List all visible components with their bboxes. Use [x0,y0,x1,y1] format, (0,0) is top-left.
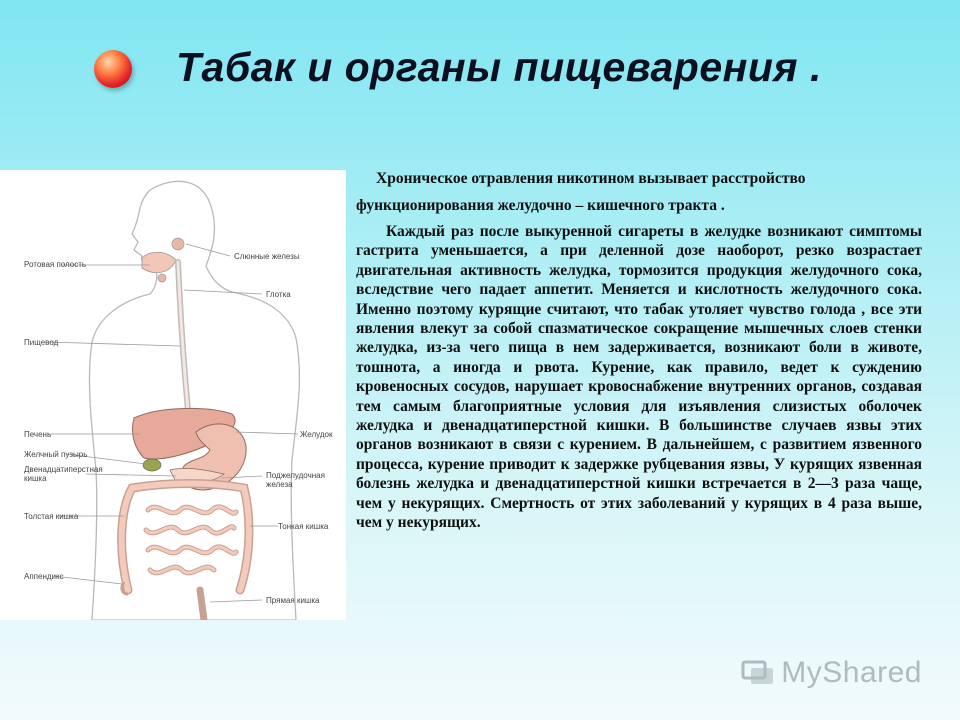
paragraph-details: Каждый раз после выкуренной сигареты в желудке возникают симптомы гастрита уменьшается, а при деленной дозе наоборот, резко возрастает двигательная активность желудка, тормозится продукция желудочного сока, вследствие чего падает аппетит. Меняется и кислотность желудочного сока. Именно поэтому курящие считают, что табак утоляет чувство голода , все эти явления влекут за собой спазматическое сокращение мышечных слоев стенки желудка, из-за чего пища в нем задерживается, возникают боли в животе, тошнота, а иногда и рвота. Курение, как правило, ведет к суждению кровеносных сосудов, нарушает кровоснабжение внутренних органов, создавая тем самым благоприятные условия для изъявления слизистых оболочек желудка и двенадцатиперстной кишки. В большинстве случаев язвы этих органов возникают в связи с курением. В дальнейшем, с развитием язвенного процесса, курение приводит к задержке рубцевания язвы, У курящих язвенная болезнь желудка и двенадцатиперстной кишки встречается в 2—3 раза чаще, чем у некурящих. Смертность от этих заболеваний у курящих в 4 раза выше, чем у некурящих. [356,223,922,532]
label-salivary-glands: Слюнные железы [234,252,300,261]
label-gallbladder: Желчный пузырь [24,450,88,459]
rectum [200,590,204,620]
salivary-gland-2 [158,274,166,282]
label-liver: Печень [24,430,52,439]
body-text [356,165,922,533]
label-mouth: Ротовая полость [24,260,87,269]
watermark-text: MyShared [781,656,922,689]
label-pharynx: Глотка [266,290,291,299]
digestive-system-figure [0,170,346,620]
label-duodenum-2: кишка [24,474,47,483]
label-colon: Толстая кишка [24,512,79,521]
label-stomach: Желудок [300,430,333,439]
slide-title: Табак и органы пищеварения . [176,44,822,90]
salivary-gland [172,238,184,250]
label-rectum: Прямая кишка [266,596,320,605]
label-pancreas-2: железа [266,480,293,489]
label-appendix: Аппендикс [24,572,64,581]
label-small-intestine: Тонкая кишка [278,522,329,531]
gallbladder [143,459,161,471]
title-bullet-icon [94,50,132,88]
paragraph-intro: Хроническое отравления никотином вызывает расстройство функционирования желудочно – кишечного тракта . [356,170,806,214]
label-pancreas-1: Поджелудочная [266,471,325,480]
label-duodenum-1: Двенадцатиперстная [24,465,103,474]
presentation-icon [741,658,775,688]
label-esophagus: Пищевод [24,338,59,347]
watermark [741,656,922,690]
digestive-system-illustration [0,170,346,620]
